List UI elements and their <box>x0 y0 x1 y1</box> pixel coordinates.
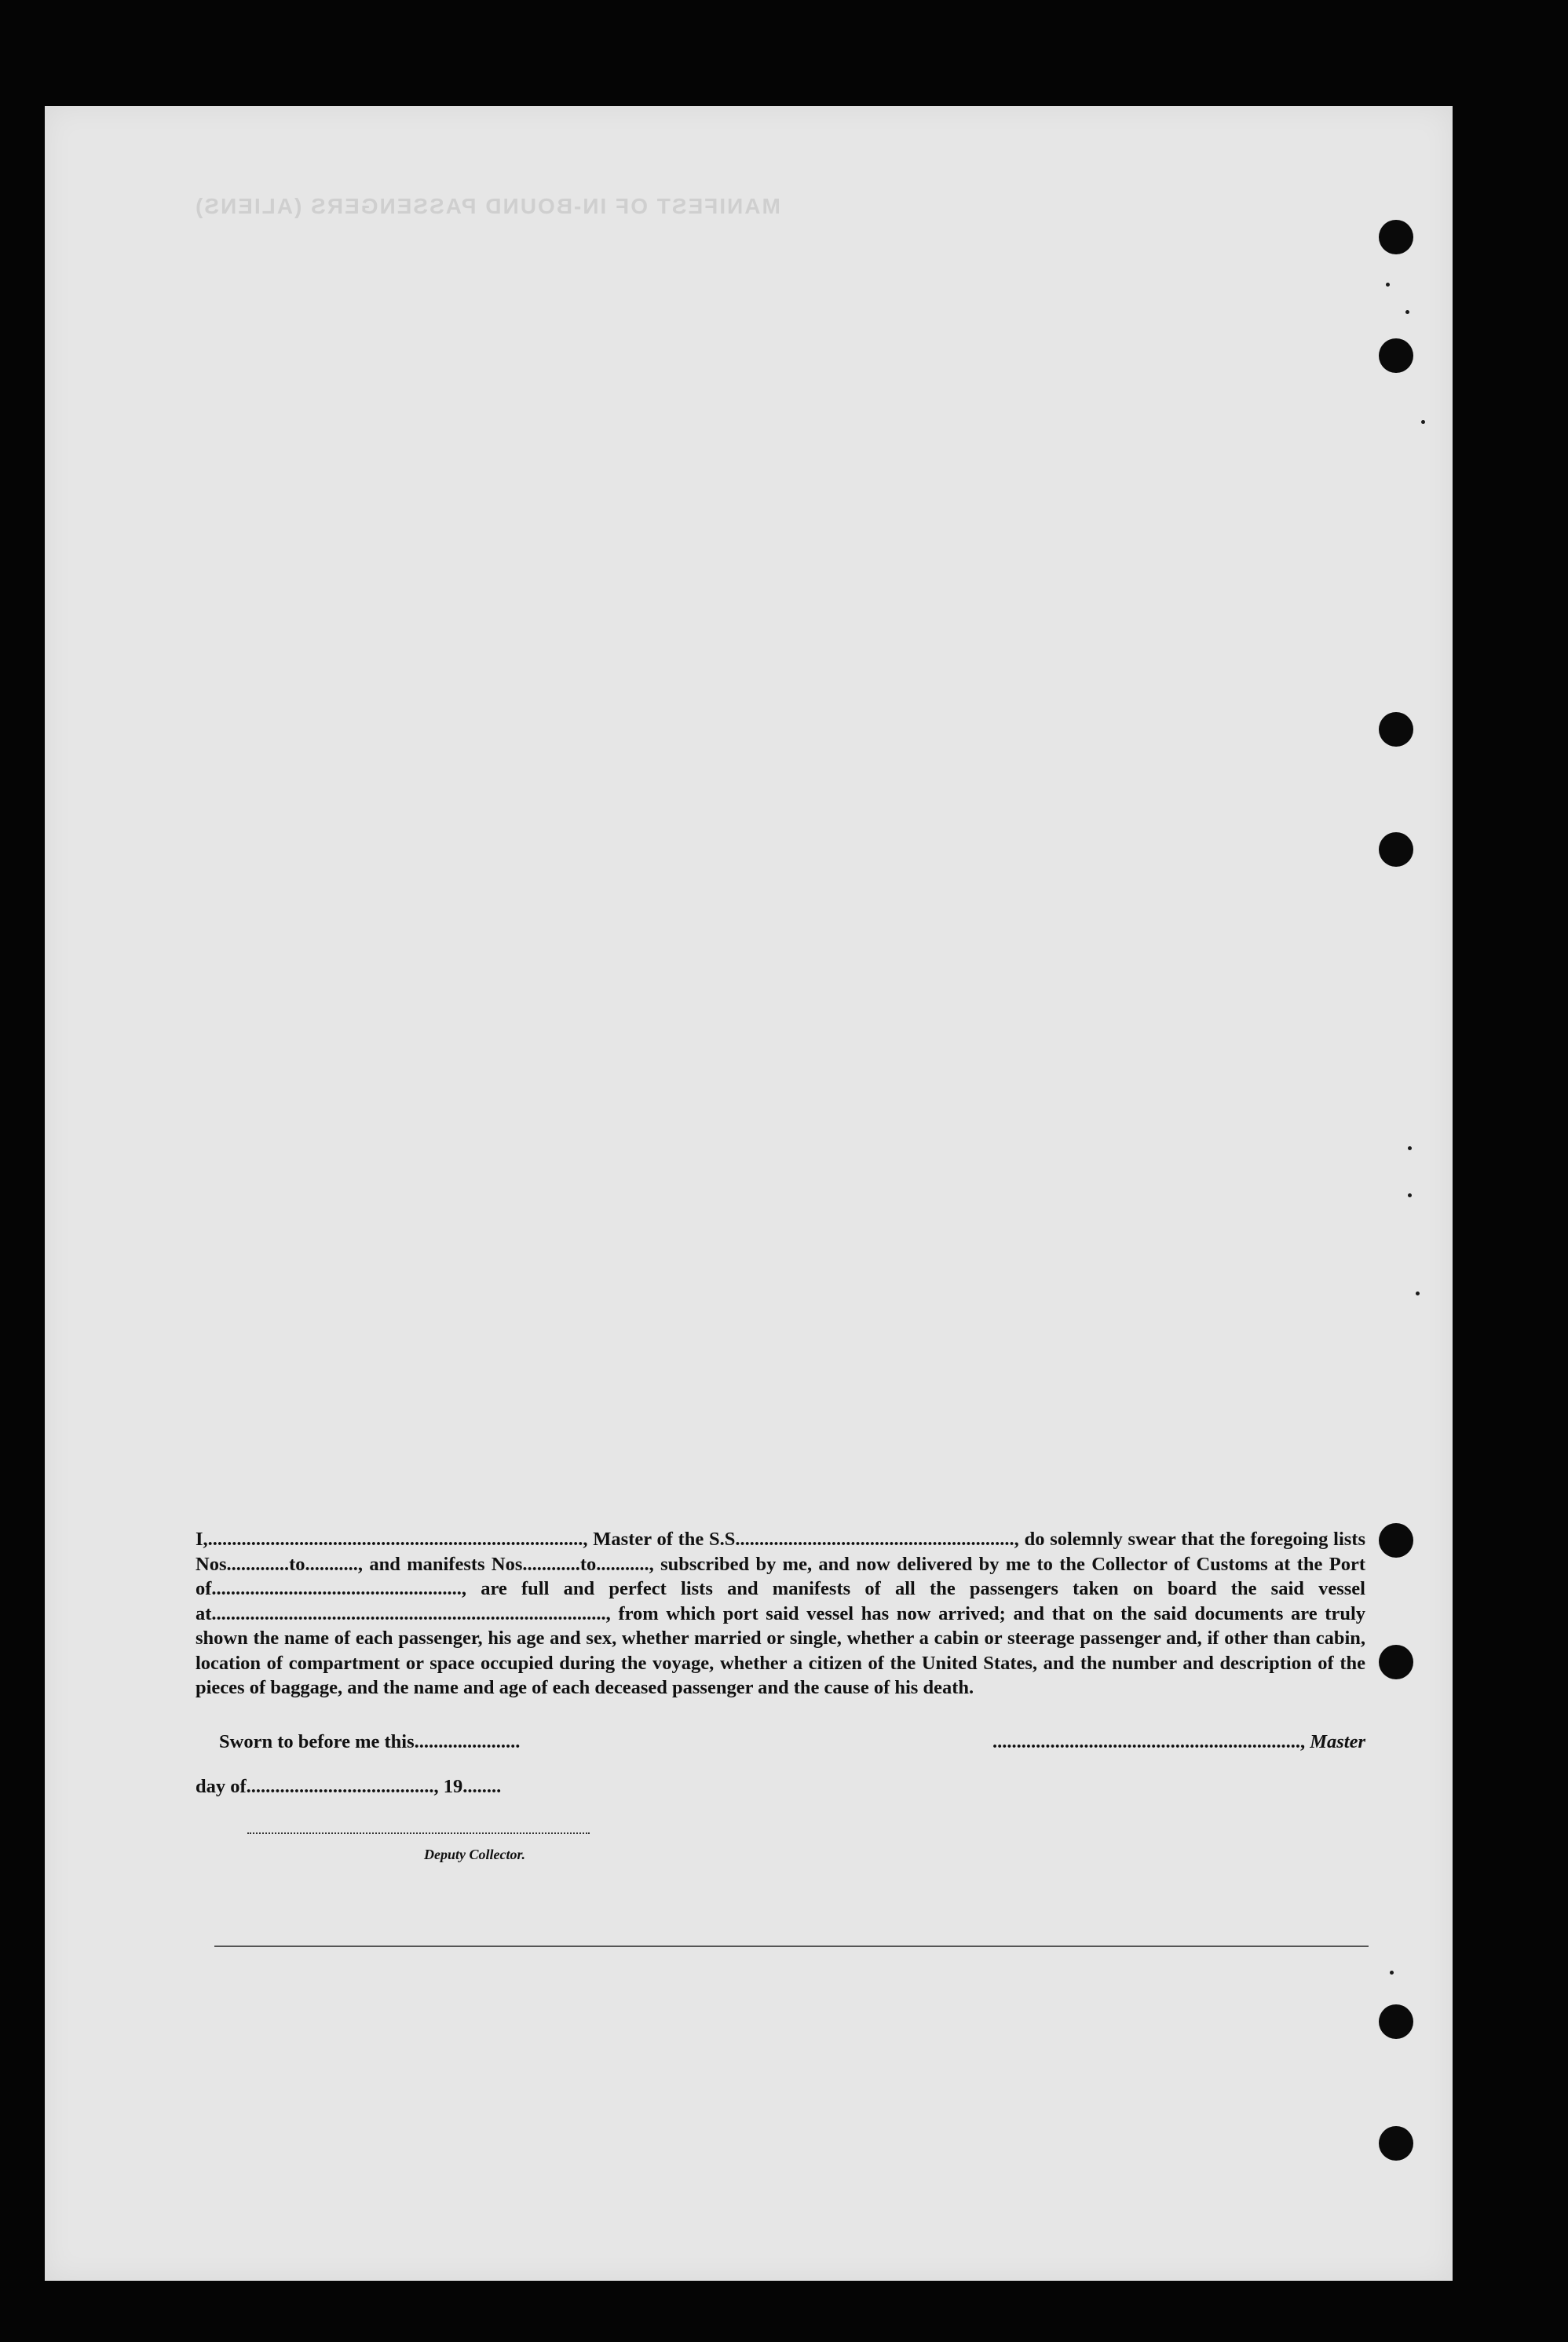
ink-speck <box>1405 310 1409 314</box>
ink-speck <box>1390 1971 1394 1975</box>
deputy-signature-line <box>247 1832 590 1834</box>
faded-header-title: MANIFEST OF IN-BOUND PASSENGERS (ALIENS) <box>194 194 780 218</box>
punch-hole <box>1379 2004 1413 2039</box>
punch-hole <box>1379 220 1413 254</box>
ink-speck <box>1421 420 1425 424</box>
punch-hole <box>1379 2126 1413 2161</box>
master-label: Master <box>1310 1731 1365 1752</box>
ink-speck <box>1408 1193 1412 1197</box>
day-of-line: day of......................................., 19........ <box>196 1776 502 1797</box>
master-dots: ................................................................, <box>992 1731 1306 1752</box>
deputy-collector-label: Deputy Collector. <box>424 1847 525 1862</box>
ink-speck <box>1408 1146 1412 1150</box>
punch-hole <box>1379 1645 1413 1679</box>
ink-speck <box>1386 283 1390 287</box>
document-page <box>45 106 1453 2281</box>
horizontal-rule <box>214 1946 1369 1947</box>
ink-speck <box>1416 1292 1420 1295</box>
oath-text: I,.............................................................................., Master of the S.S.........................................................., do solemnly swear that the foregoing lists Nos.............to..........., and manifests Nos............to..........., subscribed by me, and now delivered by me to the Collector of Customs at the Port of...................................................., are full and perfect lists and manifests of all the passengers taken on board the said vessel at.................................................................................., from which port said vessel has now arrived; and that on the said documents are truly shown the name of each passenger, his age and sex, whether married or single, whether a cabin or steerage passenger and, if other than cabin, location of compartment or space occupied during the voyage, whether a citizen of the United States, and the number and description of the pieces of baggage, and the name and age of each deceased passenger and the cause of his death. <box>196 1529 1365 1698</box>
master-signature-line <box>992 1731 1365 1753</box>
sworn-before-text: Sworn to before me this...................... <box>219 1731 521 1752</box>
punch-hole <box>1379 338 1413 373</box>
sworn-row <box>196 1731 1365 1756</box>
punch-hole <box>1379 1523 1413 1558</box>
oath-paragraph <box>196 1527 1365 1701</box>
punch-hole <box>1379 832 1413 867</box>
punch-hole <box>1379 712 1413 747</box>
